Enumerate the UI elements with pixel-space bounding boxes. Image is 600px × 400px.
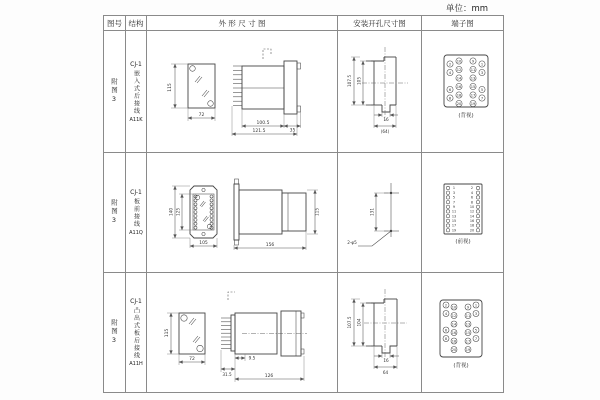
svg-text:16: 16 bbox=[451, 330, 457, 335]
svg-text:10: 10 bbox=[469, 205, 475, 209]
outline-drawing-a11k bbox=[147, 31, 337, 152]
svg-text:8: 8 bbox=[448, 96, 452, 101]
svg-text:1: 1 bbox=[452, 186, 456, 191]
svg-text:15: 15 bbox=[470, 84, 476, 89]
dim-131: 131 bbox=[369, 208, 375, 216]
svg-text:5: 5 bbox=[480, 87, 484, 92]
hatch-mark bbox=[189, 318, 200, 343]
row3-fig-cell bbox=[104, 273, 126, 393]
svg-text:20: 20 bbox=[469, 228, 475, 233]
svg-text:10: 10 bbox=[451, 305, 457, 310]
hatch-mark bbox=[200, 201, 209, 222]
dim-105: 105 bbox=[199, 241, 208, 246]
svg-text:9: 9 bbox=[466, 305, 470, 310]
svg-text:1: 1 bbox=[474, 303, 478, 308]
svg-text:18: 18 bbox=[451, 339, 457, 344]
dim-115: 115 bbox=[165, 328, 170, 338]
svg-text:17: 17 bbox=[451, 223, 457, 228]
svg-text:12: 12 bbox=[451, 313, 457, 318]
dim-35: 35 bbox=[289, 128, 296, 134]
row1-view-label: (背视) bbox=[458, 113, 474, 119]
row1-terminal-cell bbox=[422, 31, 504, 153]
svg-text:11: 11 bbox=[470, 67, 476, 72]
svg-text:18: 18 bbox=[456, 93, 462, 98]
svg-text:3: 3 bbox=[452, 190, 456, 195]
svg-text:4: 4 bbox=[444, 311, 448, 316]
dimension-table bbox=[103, 15, 504, 393]
svg-text:11: 11 bbox=[465, 313, 471, 318]
dim-121-5: 121.5 bbox=[252, 129, 266, 134]
svg-text:13: 13 bbox=[465, 322, 471, 327]
svg-text:17: 17 bbox=[470, 93, 476, 98]
svg-text:2: 2 bbox=[470, 186, 474, 191]
svg-text:2: 2 bbox=[444, 303, 448, 308]
dim-126: 126 bbox=[264, 374, 274, 379]
dim-72: 72 bbox=[189, 357, 195, 362]
outline-drawing-a11q bbox=[147, 153, 337, 272]
svg-text:8: 8 bbox=[470, 200, 474, 205]
row1-fig-cell bbox=[104, 31, 126, 153]
row3-terminal-cell bbox=[422, 273, 504, 393]
dim-107-5: 107.5 bbox=[347, 75, 352, 87]
row2-terminal-cell bbox=[422, 153, 504, 273]
svg-text:19: 19 bbox=[470, 101, 476, 106]
dim-64: 64 bbox=[382, 370, 389, 375]
dim-156: 156 bbox=[265, 243, 275, 248]
row1-model: CJ-1 bbox=[130, 60, 142, 68]
svg-text:6: 6 bbox=[448, 87, 452, 92]
row2-model: CJ-1 bbox=[130, 189, 142, 196]
svg-text:12: 12 bbox=[469, 209, 475, 214]
outline-drawing-a11h bbox=[147, 273, 337, 392]
svg-text:18: 18 bbox=[469, 223, 475, 228]
row3-outline-cell bbox=[147, 273, 338, 393]
row1-outline-cell bbox=[147, 31, 338, 153]
header-terminal-diagram: 端子图 bbox=[422, 16, 504, 31]
terminal-diagram-a11q bbox=[422, 153, 503, 272]
row2-view-label: (前视) bbox=[455, 239, 471, 245]
svg-text:19: 19 bbox=[451, 228, 457, 233]
svg-text:17: 17 bbox=[465, 339, 471, 344]
row1-fig-no: 附图3 bbox=[110, 78, 118, 105]
dim-16: 16 bbox=[383, 358, 389, 363]
svg-text:20: 20 bbox=[456, 101, 462, 106]
svg-text:13: 13 bbox=[470, 76, 476, 81]
row1-code: A11K bbox=[129, 116, 143, 123]
row2-structure: 板前接线 bbox=[132, 198, 140, 228]
install-cutout-a11h bbox=[338, 273, 421, 392]
terminal-comb bbox=[233, 66, 242, 106]
row3-model: CJ-1 bbox=[130, 297, 142, 305]
svg-text:7: 7 bbox=[474, 336, 478, 341]
clip-hook bbox=[263, 49, 271, 59]
header-fig-no: 图号 bbox=[104, 16, 126, 31]
row2-code: A11Q bbox=[129, 230, 143, 236]
svg-text:13: 13 bbox=[451, 214, 457, 219]
row2-outline-cell bbox=[147, 153, 338, 273]
svg-text:3: 3 bbox=[474, 311, 478, 316]
dim-16: 16 bbox=[383, 117, 389, 122]
header-structure: 结构 bbox=[126, 16, 147, 31]
svg-text:3: 3 bbox=[480, 70, 484, 75]
clip-hook bbox=[228, 292, 235, 300]
dim-115: 115 bbox=[168, 83, 173, 92]
row1-install-cell bbox=[338, 31, 422, 153]
svg-text:5: 5 bbox=[452, 195, 456, 200]
dim-115-side: 115 bbox=[314, 208, 320, 216]
svg-text:1: 1 bbox=[480, 62, 484, 67]
svg-text:4: 4 bbox=[448, 70, 452, 75]
header-install-dims: 安装开孔尺寸图 bbox=[338, 16, 422, 31]
svg-text:5: 5 bbox=[474, 328, 478, 333]
svg-text:15: 15 bbox=[465, 330, 471, 335]
dim-72: 72 bbox=[198, 113, 205, 118]
dim-64: (64) bbox=[380, 129, 390, 134]
dim-31-5: 31.5 bbox=[222, 372, 232, 377]
unit-label: 单位：mm bbox=[445, 4, 489, 14]
row2-install-cell bbox=[338, 153, 422, 273]
svg-text:20: 20 bbox=[451, 347, 457, 352]
row3-structure: 凸出式板后接线 bbox=[132, 306, 140, 360]
terminal-diagram-a11h bbox=[422, 273, 503, 392]
row3-fig-no: 附图3 bbox=[110, 319, 118, 346]
header-outline-dims: 外 形 尺 寸 图 bbox=[147, 16, 338, 31]
svg-text:19: 19 bbox=[465, 347, 471, 352]
row2-fig-cell bbox=[104, 153, 126, 273]
dim-9-5: 9.5 bbox=[248, 355, 256, 361]
svg-text:8: 8 bbox=[444, 336, 448, 341]
dim-100-5: 100.5 bbox=[256, 121, 270, 126]
svg-text:11: 11 bbox=[451, 209, 457, 214]
dim-105: 105 bbox=[356, 77, 362, 85]
row1-structure: 嵌入式后接线 bbox=[132, 69, 140, 115]
svg-text:4: 4 bbox=[470, 190, 474, 195]
svg-text:10: 10 bbox=[456, 59, 462, 64]
row3-view-label: (背视) bbox=[453, 363, 469, 369]
label-2-phi5: 2-φ5 bbox=[347, 240, 357, 245]
row3-structure-cell bbox=[126, 273, 147, 393]
dim-104: 104 bbox=[356, 318, 362, 327]
row2-fig-no: 附图3 bbox=[110, 199, 118, 226]
svg-text:14: 14 bbox=[456, 76, 462, 81]
row1-structure-cell bbox=[126, 31, 147, 153]
svg-text:9: 9 bbox=[452, 205, 456, 209]
terminal-comb bbox=[221, 318, 231, 348]
row3-code: A11H bbox=[129, 361, 143, 368]
svg-text:12: 12 bbox=[456, 67, 462, 72]
svg-text:14: 14 bbox=[451, 322, 457, 327]
svg-text:14: 14 bbox=[469, 214, 475, 219]
dim-107-5: 107.5 bbox=[347, 316, 352, 329]
row2-structure-cell bbox=[126, 153, 147, 273]
svg-text:2: 2 bbox=[448, 62, 452, 67]
svg-text:15: 15 bbox=[451, 219, 457, 223]
svg-text:7: 7 bbox=[452, 200, 456, 205]
hatch-mark bbox=[195, 76, 209, 97]
terminal-diagram-a11k bbox=[422, 31, 503, 152]
svg-text:16: 16 bbox=[469, 219, 475, 223]
svg-text:7: 7 bbox=[480, 96, 484, 101]
svg-text:6: 6 bbox=[444, 328, 448, 333]
row3-install-cell bbox=[338, 273, 422, 393]
install-cutout-a11k bbox=[338, 31, 421, 152]
dim-140: 140 bbox=[168, 208, 174, 216]
svg-text:6: 6 bbox=[470, 195, 474, 200]
install-holes-a11q bbox=[338, 153, 421, 272]
svg-text:9: 9 bbox=[471, 59, 475, 64]
dim-125: 125 bbox=[175, 208, 181, 216]
svg-text:16: 16 bbox=[456, 84, 462, 89]
